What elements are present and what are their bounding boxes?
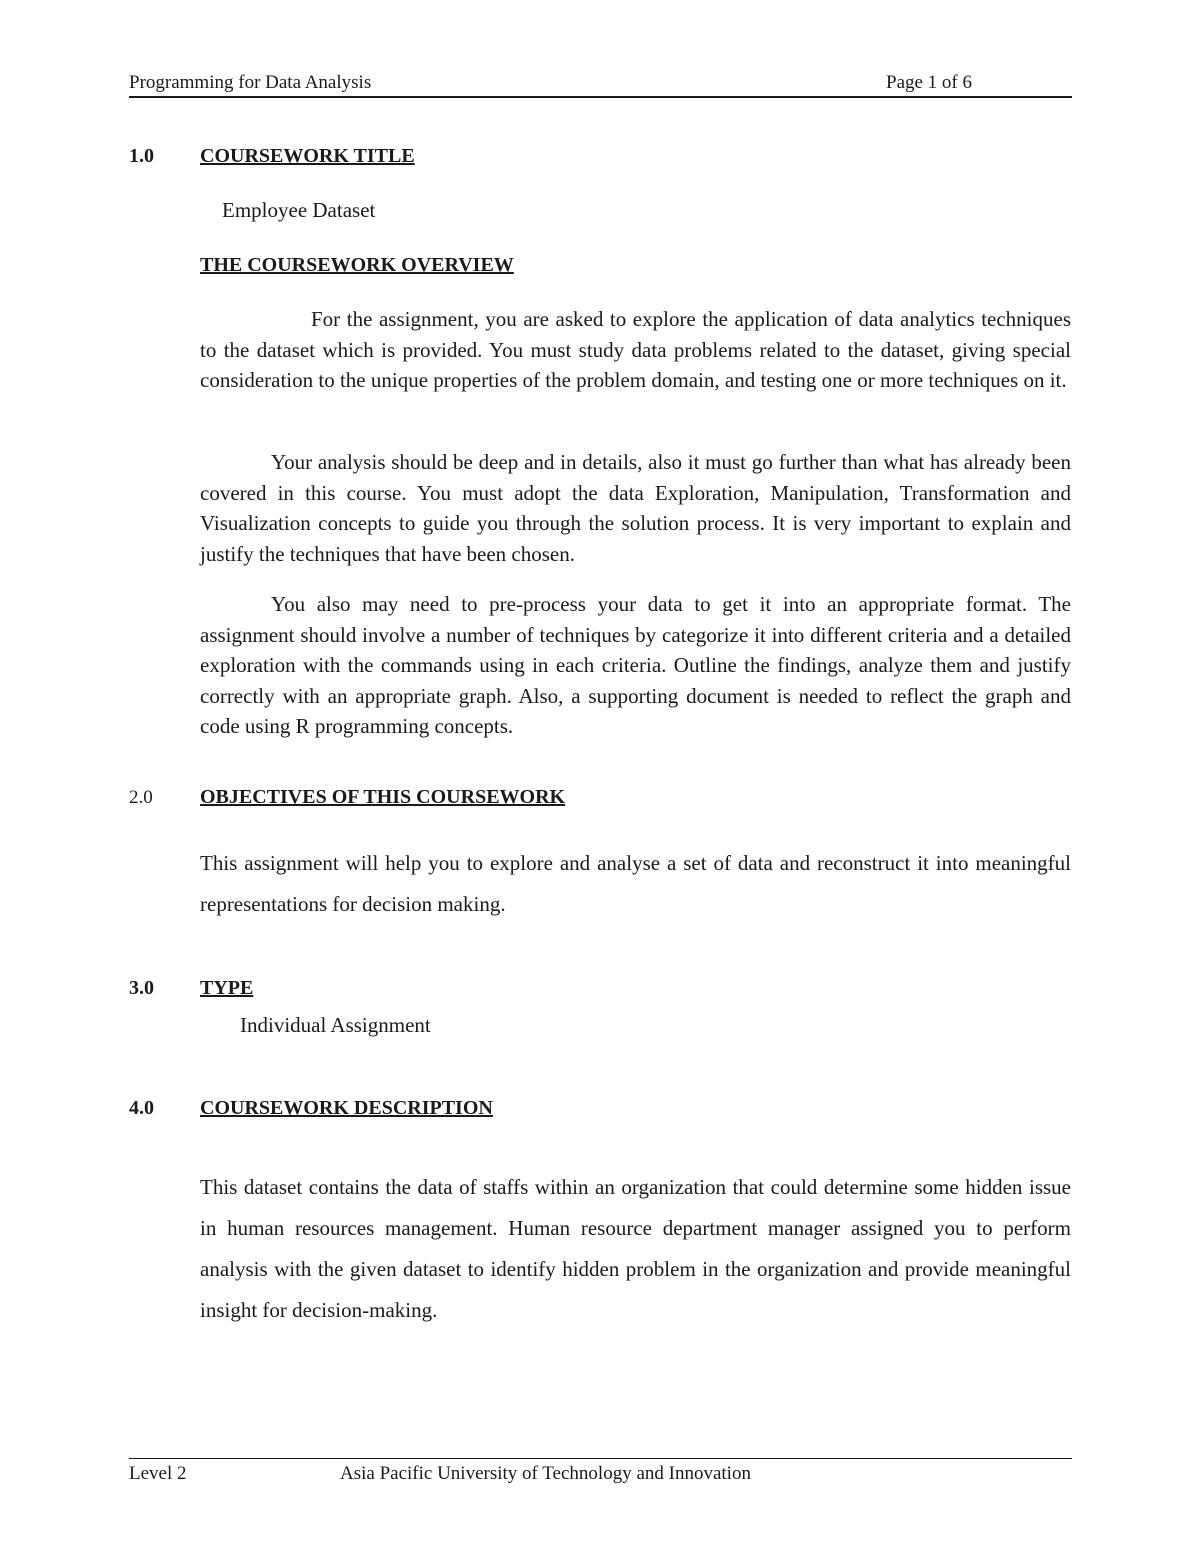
section-number: 3.0	[129, 977, 154, 999]
section-heading: OBJECTIVES OF THIS COURSEWORK	[200, 786, 566, 808]
section-number: 1.0	[129, 145, 154, 167]
objectives-paragraph: This assignment will help you to explore and analyse a set of data and reconstruct it into meaningful representations for decision making.	[200, 851, 1071, 916]
section-number: 2.0	[129, 787, 153, 808]
overview-paragraph: Your analysis should be deep and in details, also it must go further than what has already been covered in this course. You must adopt the data Exploration, Manipulation, Transformation and Visualization concepts to guide you through the solution process. It is very important to explain and justify the techniques that have been chosen.	[200, 450, 1071, 566]
page-header	[129, 72, 1072, 98]
type-value: Individual Assignment	[240, 1013, 431, 1037]
description-paragraph: This dataset contains the data of staffs within an organization that could determine some hidden issue in human resources management. Human resource department manager assigned you to perform analysis with the given dataset to identify hidden problem in the organization and provide meaningful insight for decision-making.	[200, 1175, 1071, 1322]
section-heading: TYPE	[200, 977, 254, 999]
institution-name: Asia Pacific University of Technology and Innovation	[340, 1463, 751, 1484]
overview-paragraph: You also may need to pre-process your data to get it into an appropriate format. The assignment should involve a number of techniques by categorize it into different criteria and a detailed exploration with the commands using in each criteria. Outline the findings, analyze them and justify correctly with an appropriate graph. Also, a supporting document is needed to reflect the graph and code using R programming concepts.	[200, 592, 1071, 738]
coursework-title-value: Employee Dataset	[222, 198, 376, 222]
overview-paragraph: For the assignment, you are asked to explore the application of data analytics techniques to the dataset which is provided. You must study data problems related to the dataset, giving special consideration to the unique properties of the problem domain, and testing one or more techniques on it.	[200, 307, 1071, 392]
level-label: Level 2	[129, 1463, 187, 1484]
page-number: Page 1 of 6	[886, 72, 973, 93]
page-footer	[129, 1458, 1072, 1489]
section-heading: COURSEWORK TITLE	[200, 145, 415, 167]
section-heading: COURSEWORK DESCRIPTION	[200, 1097, 493, 1119]
overview-heading: THE COURSEWORK OVERVIEW	[200, 254, 514, 276]
course-name: Programming for Data Analysis	[129, 72, 372, 93]
section-number: 4.0	[129, 1097, 154, 1119]
